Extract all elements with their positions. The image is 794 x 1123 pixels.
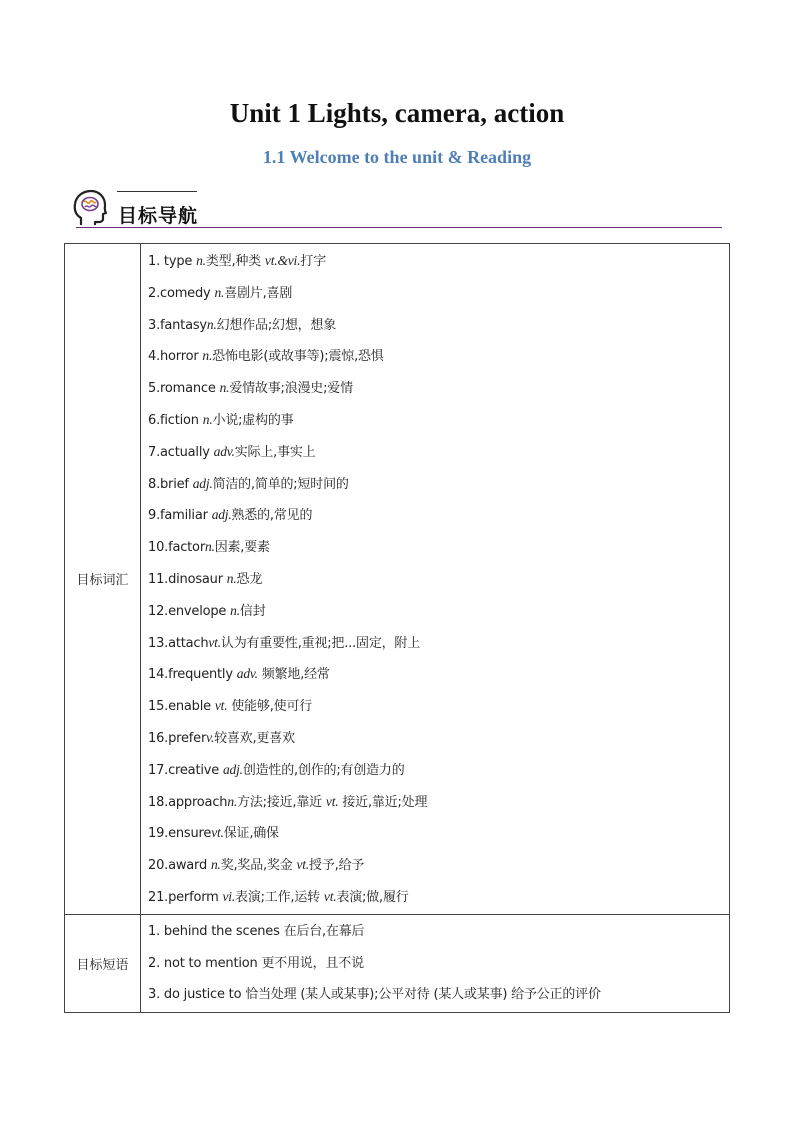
list-item: [148, 531, 729, 563]
list-item: [148, 849, 729, 881]
part-of-speech: adv.: [236, 666, 258, 682]
part-of-speech: n.: [204, 539, 215, 555]
term: 12.envelope: [148, 603, 231, 619]
definition: 喜剧片,喜剧: [224, 285, 293, 301]
part-of-speech: n.: [196, 253, 206, 268]
part-of-speech: vt.: [214, 698, 228, 714]
list-item: [148, 754, 729, 786]
definition: 信封: [239, 603, 266, 619]
part-of-speech: vt.&vi.: [264, 253, 301, 268]
list-item: [148, 277, 729, 309]
list-item: [148, 658, 729, 690]
term: 5.romance: [148, 381, 220, 397]
list-item: [148, 786, 729, 818]
term: 14.frequently: [148, 667, 237, 683]
section-top-line: [117, 191, 197, 192]
part-of-speech: vt.: [211, 825, 224, 841]
term: 18.approach: [148, 794, 228, 810]
definition: 使能够,使可行: [227, 699, 313, 715]
section-title: 目标导航: [118, 205, 199, 227]
list-item: [148, 499, 729, 531]
definition: 频繁地,经常: [257, 667, 330, 683]
list-item: [148, 563, 729, 595]
term: 7.actually: [148, 444, 214, 460]
list-item: [148, 627, 729, 659]
list-item: [148, 881, 729, 913]
term: 2. not to mention: [148, 955, 262, 971]
category-cell: 目标短语: [65, 914, 141, 1012]
table-row: [65, 914, 730, 1012]
definition: 接近,靠近;处理: [338, 794, 428, 810]
part-of-speech: v.: [206, 729, 215, 745]
term: 11.dinosaur: [148, 571, 227, 587]
definition: 类型,种类: [205, 254, 265, 269]
term: 10.factor: [148, 540, 205, 556]
part-of-speech: n.: [202, 411, 213, 427]
list-item: [148, 340, 729, 372]
term: 20.award: [148, 858, 211, 874]
list-item: [148, 404, 729, 436]
part-of-speech: n.: [206, 316, 217, 332]
list-item: [148, 468, 729, 500]
part-of-speech: n.: [202, 348, 213, 364]
head-with-brain-icon: [73, 189, 107, 227]
part-of-speech: vt.: [323, 888, 337, 904]
part-of-speech: n.: [227, 793, 238, 809]
definition: 恐龙: [236, 571, 263, 587]
definition: 爱情故事;浪漫史;爱情: [229, 381, 353, 397]
part-of-speech: n.: [210, 857, 221, 873]
definition: 创造性的,创作的;有创造力的: [242, 762, 405, 778]
list-item: [148, 690, 729, 722]
term: 19.ensure: [148, 826, 212, 842]
term: 17.creative: [148, 762, 223, 778]
definition: 因素,要素: [214, 540, 270, 556]
definition: 简洁的,简单的;短时间的: [212, 476, 349, 492]
item-list: [141, 244, 729, 914]
part-of-speech: vt.: [296, 857, 310, 873]
part-of-speech: adj.: [192, 475, 213, 491]
list-item: [148, 245, 729, 277]
term: 8.brief: [148, 476, 193, 492]
page-subtitle: 1.1 Welcome to the unit & Reading: [262, 147, 532, 167]
list-item: [148, 722, 729, 754]
definition: 方法;接近,靠近: [237, 794, 326, 810]
list-item: [148, 309, 729, 341]
table-row: [65, 244, 730, 915]
term: 15.enable: [148, 699, 215, 715]
definition: 奖,奖品,奖金: [220, 858, 297, 874]
term: 16.prefer: [148, 730, 207, 746]
part-of-speech: n.: [230, 602, 240, 618]
term: 3. do justice to: [148, 987, 246, 1003]
definition: 认为有重要性,重视;把...固定，附上: [220, 635, 421, 651]
term: 4.horror: [148, 349, 203, 365]
definition: 在后台,在幕后: [283, 923, 365, 939]
term: 21.perform: [148, 889, 223, 905]
category-cell: 目标词汇: [65, 244, 141, 915]
definition: 小说;虚构的事: [212, 412, 294, 428]
part-of-speech: vt.: [325, 793, 339, 809]
definition: 更不用说，且不说: [261, 955, 364, 971]
term: 9.familiar: [148, 508, 212, 524]
definition: 授予,给予: [309, 858, 365, 874]
list-item: [148, 979, 729, 1011]
list-item: [148, 436, 729, 468]
part-of-speech: n.: [219, 380, 230, 396]
definition: 恰当处理 (某人或某事);公平对待 (某人或某事) 给予公正的评价: [245, 987, 601, 1003]
page-title: Unit 1 Lights, camera, action: [229, 98, 565, 128]
term: 2.comedy: [148, 285, 215, 301]
part-of-speech: adj.: [222, 761, 243, 777]
part-of-speech: n.: [214, 284, 225, 300]
term: 1. type: [148, 254, 197, 269]
definition: 表演;做,履行: [336, 889, 409, 905]
definition: 幻想作品;幻想，想象: [216, 317, 337, 333]
items-cell: [141, 244, 730, 915]
vocabulary-table-body: [65, 244, 730, 1013]
list-item: [148, 948, 729, 980]
part-of-speech: adj.: [211, 507, 232, 523]
definition: 实际上,事实上: [234, 444, 316, 460]
items-cell: [141, 914, 730, 1012]
list-item: [148, 916, 729, 948]
definition: 恐怖电影(或故事等);震惊,恐惧: [212, 349, 384, 365]
vocabulary-table: [64, 243, 730, 1013]
term: 1. behind the scenes: [148, 923, 284, 939]
definition: 打字: [300, 254, 326, 269]
term: 13.attach: [148, 635, 209, 651]
definition: 保证,确保: [223, 826, 279, 842]
list-item: [148, 372, 729, 404]
term: 6.fiction: [148, 412, 203, 428]
definition: 较喜欢,更喜欢: [214, 730, 295, 746]
list-item: [148, 817, 729, 849]
part-of-speech: vt.: [208, 634, 221, 650]
part-of-speech: vi.: [222, 888, 236, 904]
definition: 表演;工作,运转: [235, 889, 324, 905]
section-divider: [76, 227, 722, 228]
term: 3.fantasy: [148, 317, 207, 333]
definition: 熟悉的,常见的: [231, 508, 313, 524]
list-item: [148, 595, 729, 627]
part-of-speech: adv.: [213, 443, 235, 459]
item-list: [141, 915, 729, 1012]
part-of-speech: n.: [226, 570, 237, 586]
